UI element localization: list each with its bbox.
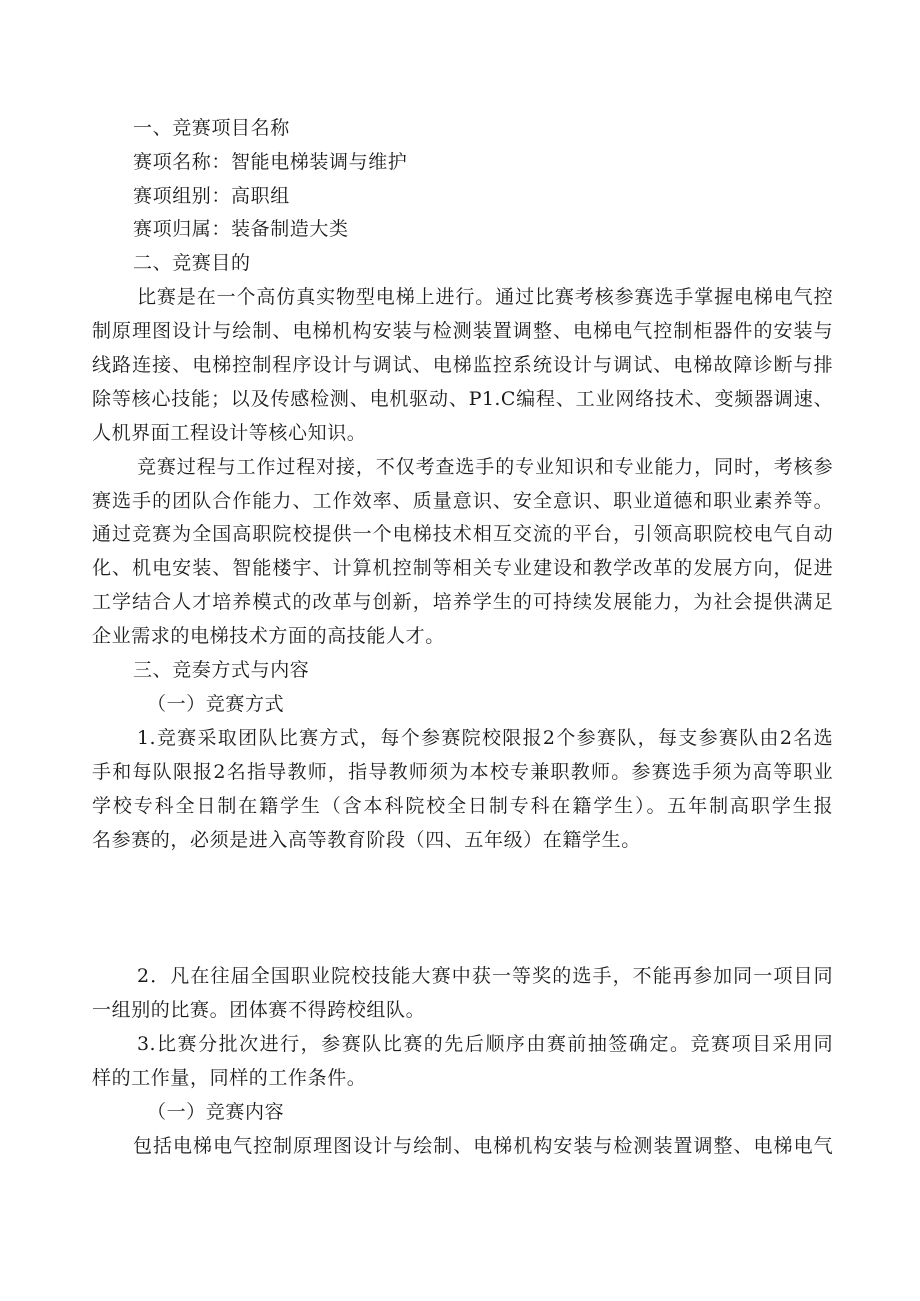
paragraph-line: 学校专科全日制在籍学生（含本科院校全日制专科在籍学生）。五年制高职学生报 (92, 795, 833, 817)
paragraph-line: 除等核心技能；以及传感检测、电机驱动、P1.C编程、工业网络技术、变频器调速、 (92, 388, 833, 410)
paragraph-line: 1.竞赛采取团队比赛方式，每个参赛院校限报2个参赛队，每支参赛队由2名选 (137, 727, 833, 749)
paragraph-line: 名参赛的，必须是进入高等教育阶段（四、五年级）在籍学生。 (92, 829, 641, 851)
paragraph-line: 样的工作量，同样的工作条件。 (92, 1067, 367, 1089)
paragraph-line: 化、机电安装、智能楼宇、计算机控制等相关专业建设和教学改革的发展方向，促进 (92, 557, 833, 579)
section-heading-2: 二、竞赛目的 (133, 252, 251, 274)
event-name: 赛项名称：智能电梯装调与维护 (133, 151, 408, 173)
paragraph-line: 3.比赛分批次进行，参赛队比赛的先后顺序由赛前抽签确定。竞赛项目采用同 (137, 1033, 833, 1055)
section-heading-1: 一、竞赛项目名称 (133, 117, 290, 139)
paragraph-line: 人机界面工程设计等核心知识。 (92, 422, 367, 444)
paragraph-line: 赛选手的团队合作能力、工作效率、质量意识、安全意识、职业道德和职业素养等。 (92, 490, 833, 512)
event-category: 赛项归属：装备制造大类 (133, 218, 349, 240)
paragraph-line: 企业需求的电梯技术方面的高技能人才。 (92, 625, 445, 647)
paragraph-line: 制原理图设计与绘制、电梯机构安装与检测装置调整、电梯电气控制柜器件的安装与 (92, 320, 833, 342)
paragraph-line: 通过竞赛为全国高职院校提供一个电梯技术相互交流的平台，引领高职院校电气自动 (92, 523, 833, 545)
paragraph-line: 竞赛过程与工作过程对接，不仅考查选手的专业知识和专业能力，同时，考核参 (137, 456, 833, 478)
sub-heading-content: （一）竞赛内容 (147, 1101, 285, 1123)
paragraph-line: 一组别的比赛。团体赛不得跨校组队。 (92, 999, 426, 1021)
paragraph-line: 手和每队限报2名指导教师，指导教师须为本校专兼职教师。参赛选手须为高等职业 (92, 761, 833, 783)
paragraph-line: 工学结合人才培养模式的改革与创新，培养学生的可持续发展能力，为社会提供满足 (92, 591, 833, 613)
paragraph-line: 包括电梯电气控制原理图设计与绘制、电梯机构安装与检测装置调整、电梯电气 (133, 1135, 833, 1157)
paragraph-line: 2．凡在往届全国职业院校技能大赛中获一等奖的选手，不能再参加同一项目同 (137, 965, 833, 987)
section-heading-3: 三、竞奏方式与内容 (133, 659, 310, 681)
sub-heading-method: （一）竞赛方式 (147, 693, 285, 715)
paragraph-line: 线路连接、电梯控制程序设计与调试、电梯监控系统设计与调试、电梯故障诊断与排 (92, 354, 833, 376)
event-group: 赛项组别：高职组 (133, 185, 290, 207)
paragraph-line: 比赛是在一个高仿真实物型电梯上进行。通过比赛考核参赛选手掌握电梯电气控 (137, 286, 833, 308)
